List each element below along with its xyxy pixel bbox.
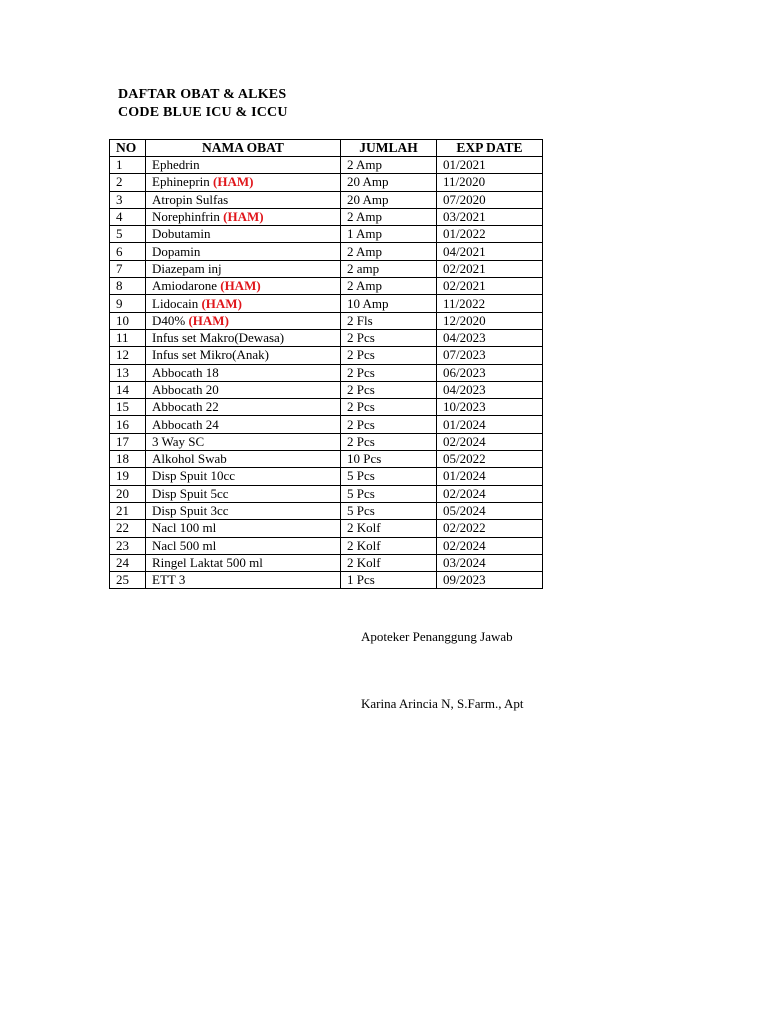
table-row [110,502,543,519]
cell-no: 15 [110,399,146,416]
cell-exp-date: 04/2023 [437,381,543,398]
cell-exp-date: 04/2021 [437,243,543,260]
cell-no: 17 [110,433,146,450]
cell-nama-obat [146,520,341,537]
table-row [110,554,543,571]
cell-exp-date: 01/2024 [437,416,543,433]
medicine-name: Abbocath 22 [152,399,219,415]
cell-jumlah: 10 Pcs [341,451,437,468]
table-row [110,174,543,191]
table-row [110,278,543,295]
cell-exp-date: 04/2023 [437,329,543,346]
cell-jumlah: 2 Amp [341,208,437,225]
cell-no: 25 [110,572,146,589]
cell-exp-date: 03/2021 [437,208,543,225]
table-row [110,485,543,502]
table-row [110,295,543,312]
cell-jumlah: 2 Kolf [341,520,437,537]
cell-no: 11 [110,329,146,346]
medicine-name: Ephedrin [152,157,200,173]
cell-no: 23 [110,537,146,554]
cell-exp-date: 02/2024 [437,537,543,554]
cell-no: 19 [110,468,146,485]
medicine-name: Alkohol Swab [152,451,227,467]
cell-jumlah: 2 Amp [341,243,437,260]
medicine-name: Ringel Laktat 500 ml [152,554,263,570]
cell-no: 24 [110,554,146,571]
cell-no: 18 [110,451,146,468]
cell-jumlah: 5 Pcs [341,485,437,502]
cell-no: 14 [110,381,146,398]
medicine-name: Nacl 500 ml [152,537,217,553]
medicine-name: Infus set Makro(Dewasa) [152,330,285,346]
header-no: NO [110,140,146,157]
cell-no: 8 [110,278,146,295]
header-nama-obat: NAMA OBAT [146,140,341,157]
table-row [110,572,543,589]
cell-exp-date: 03/2024 [437,554,543,571]
medicine-name: Disp Spuit 10cc [152,468,236,484]
table-row [110,312,543,329]
cell-nama-obat [146,451,341,468]
cell-jumlah: 2 amp [341,260,437,277]
cell-nama-obat [146,433,341,450]
cell-nama-obat [146,260,341,277]
cell-exp-date: 09/2023 [437,572,543,589]
cell-exp-date: 11/2020 [437,174,543,191]
table-row [110,260,543,277]
medicine-name: Lidocain [152,295,199,311]
medicine-name: Nacl 100 ml [152,520,217,536]
cell-no: 13 [110,364,146,381]
table-row [110,191,543,208]
cell-jumlah: 2 Amp [341,157,437,174]
cell-exp-date: 05/2022 [437,451,543,468]
header-exp-date: EXP DATE [437,140,543,157]
table-row [110,347,543,364]
medicine-name: Ephineprin [152,174,210,190]
cell-no: 9 [110,295,146,312]
medicine-name: ETT 3 [152,572,186,588]
table-row [110,520,543,537]
medicine-name: Abbocath 18 [152,364,219,380]
ham-badge: (HAM) [201,295,242,311]
cell-jumlah: 2 Kolf [341,537,437,554]
cell-exp-date: 06/2023 [437,364,543,381]
signature-name: Karina Arincia N, S.Farm., Apt [361,696,524,711]
cell-nama-obat [146,208,341,225]
cell-exp-date: 02/2024 [437,485,543,502]
cell-nama-obat [146,364,341,381]
cell-exp-date: 07/2020 [437,191,543,208]
cell-nama-obat [146,174,341,191]
table-row [110,157,543,174]
medicine-table [109,139,543,589]
title-line-1: DAFTAR OBAT & ALKES [118,87,287,102]
cell-nama-obat [146,416,341,433]
cell-jumlah: 2 Amp [341,278,437,295]
cell-nama-obat [146,468,341,485]
medicine-name: Atropin Sulfas [152,191,229,207]
cell-exp-date: 12/2020 [437,312,543,329]
table-row [110,537,543,554]
cell-jumlah: 20 Amp [341,191,437,208]
cell-nama-obat [146,191,341,208]
ham-badge: (HAM) [213,174,254,190]
cell-jumlah: 1 Amp [341,226,437,243]
cell-nama-obat [146,572,341,589]
cell-jumlah: 5 Pcs [341,468,437,485]
cell-jumlah: 2 Fls [341,312,437,329]
cell-no: 1 [110,157,146,174]
cell-no: 16 [110,416,146,433]
cell-no: 12 [110,347,146,364]
cell-nama-obat [146,157,341,174]
cell-jumlah: 2 Pcs [341,399,437,416]
cell-exp-date: 01/2021 [437,157,543,174]
cell-nama-obat [146,347,341,364]
table-row [110,468,543,485]
ham-badge: (HAM) [223,209,264,225]
table-row [110,226,543,243]
cell-jumlah: 2 Pcs [341,329,437,346]
cell-nama-obat [146,381,341,398]
table-header-row [110,140,543,157]
cell-nama-obat [146,329,341,346]
signature-label: Apoteker Penanggung Jawab [361,629,513,644]
medicine-name: Disp Spuit 5cc [152,485,229,501]
medicine-name: Infus set Mikro(Anak) [152,347,269,363]
cell-no: 22 [110,520,146,537]
cell-no: 5 [110,226,146,243]
medicine-name: Disp Spuit 3cc [152,503,229,519]
cell-exp-date: 10/2023 [437,399,543,416]
cell-no: 2 [110,174,146,191]
cell-nama-obat [146,554,341,571]
table-row [110,381,543,398]
table-row [110,433,543,450]
cell-nama-obat [146,485,341,502]
medicine-name: Dobutamin [152,226,211,242]
medicine-name: D40% [152,312,186,328]
table-row [110,399,543,416]
medicine-name: 3 Way SC [152,433,205,449]
cell-jumlah: 2 Pcs [341,364,437,381]
medicine-name: Diazepam inj [152,260,222,276]
cell-jumlah: 1 Pcs [341,572,437,589]
medicine-name: Norephinfrin [152,209,220,225]
table-row [110,451,543,468]
cell-jumlah: 20 Amp [341,174,437,191]
cell-jumlah: 10 Amp [341,295,437,312]
cell-jumlah: 2 Pcs [341,416,437,433]
document-title [118,86,288,122]
cell-exp-date: 05/2024 [437,502,543,519]
cell-nama-obat [146,502,341,519]
ham-badge: (HAM) [220,278,261,294]
table-body [110,157,543,589]
cell-no: 10 [110,312,146,329]
title-line-2: CODE BLUE ICU & ICCU [118,105,288,120]
cell-nama-obat [146,399,341,416]
cell-nama-obat [146,295,341,312]
table-row [110,243,543,260]
cell-no: 21 [110,502,146,519]
cell-no: 4 [110,208,146,225]
cell-nama-obat [146,537,341,554]
cell-jumlah: 5 Pcs [341,502,437,519]
cell-jumlah: 2 Pcs [341,381,437,398]
medicine-name: Dopamin [152,243,201,259]
cell-jumlah: 2 Pcs [341,433,437,450]
medicine-name: Amiodarone [152,278,217,294]
cell-exp-date: 02/2024 [437,433,543,450]
cell-exp-date: 11/2022 [437,295,543,312]
cell-exp-date: 01/2024 [437,468,543,485]
cell-nama-obat [146,243,341,260]
cell-no: 20 [110,485,146,502]
table-row [110,416,543,433]
table-row [110,364,543,381]
cell-nama-obat [146,226,341,243]
cell-no: 6 [110,243,146,260]
table-row [110,208,543,225]
ham-badge: (HAM) [188,312,229,328]
header-jumlah: JUMLAH [341,140,437,157]
medicine-name: Abbocath 20 [152,382,219,397]
cell-no: 3 [110,191,146,208]
table-row [110,329,543,346]
cell-jumlah: 2 Kolf [341,554,437,571]
medicine-name: Abbocath 24 [152,416,219,432]
cell-jumlah: 2 Pcs [341,347,437,364]
cell-exp-date: 01/2022 [437,226,543,243]
cell-exp-date: 02/2021 [437,260,543,277]
cell-exp-date: 02/2022 [437,520,543,537]
cell-nama-obat [146,312,341,329]
cell-exp-date: 02/2021 [437,278,543,295]
cell-no: 7 [110,260,146,277]
cell-exp-date: 07/2023 [437,347,543,364]
cell-nama-obat [146,278,341,295]
